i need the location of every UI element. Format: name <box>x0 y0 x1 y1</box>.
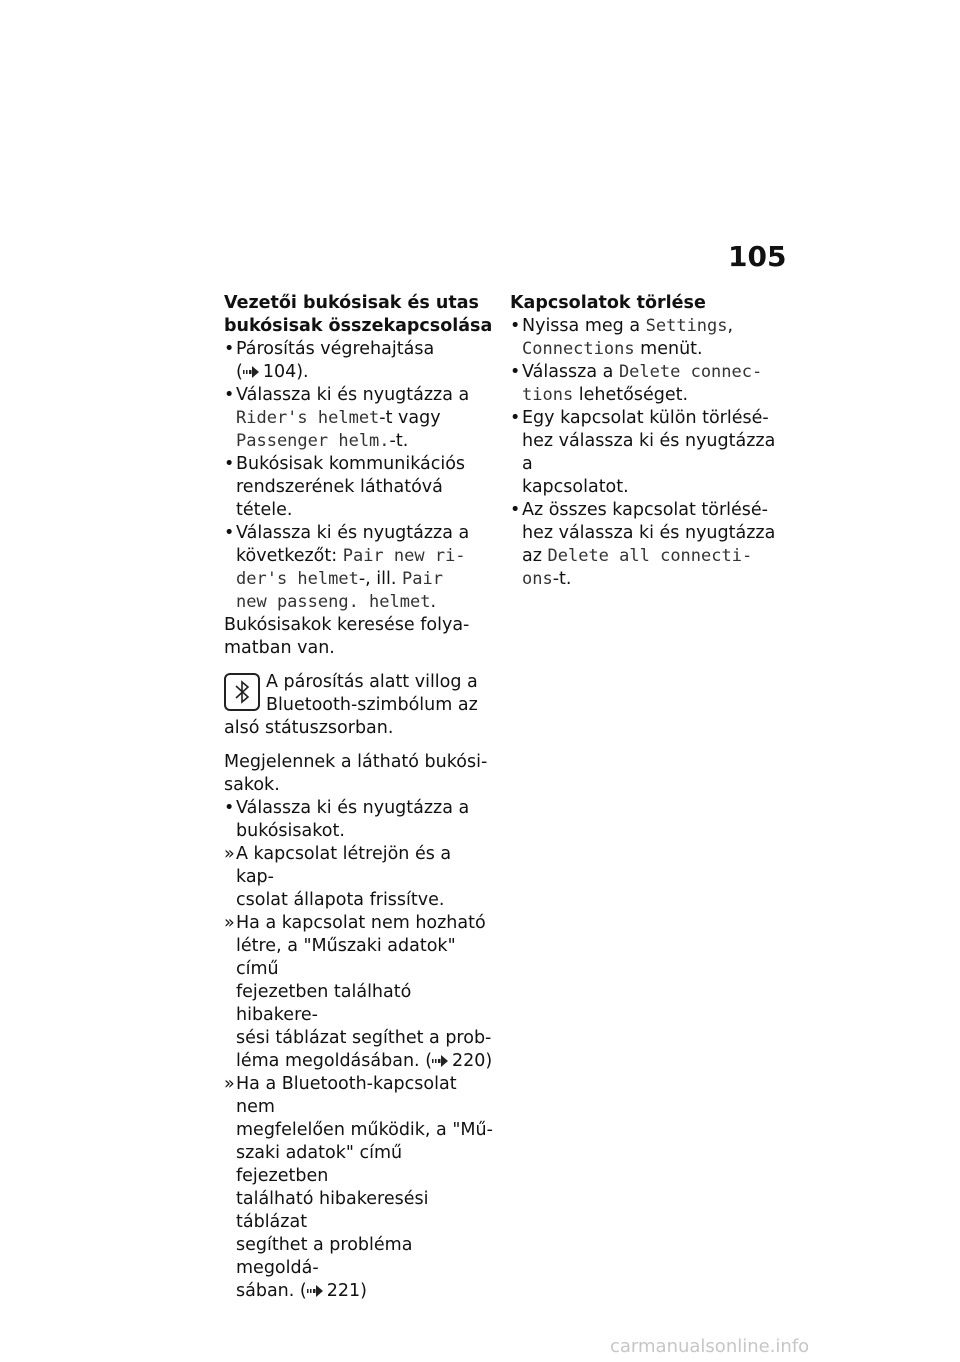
list-item: • Válassza ki és nyugtázza a következőt: Pair new ri- der's helmet-, ill. Pair new passeng. helmet. <box>224 523 470 612</box>
paragraph: Bukósisakok keresése folya- matban van. <box>224 615 470 658</box>
list-item: • Egy kapcsolat külön törlésé- hez válassza ki és nyugtázza a kapcsolatot. <box>510 408 776 497</box>
left-column <box>224 292 494 1303</box>
list-item: • Nyissa meg a Settings, Connections menüt. <box>510 316 734 359</box>
paragraph: Megjelennek a látható bukósi- sakok. <box>224 752 488 795</box>
result-item: » Ha a Bluetooth-kapcsolat nem megfelelően működik, a "Mű- szaki adatok" című fejezetben található hibakeresési táblázat segíthet a probléma megoldá- sában. ( 221) <box>224 1074 493 1301</box>
list-item: • Válassza ki és nyugtázza a Rider's helmet-t vagy Passenger helm.-t. <box>224 385 470 451</box>
list-item: • Párosítás végrehajtása ( 104). <box>224 339 435 382</box>
result-item: » A kapcsolat létrejön és a kap- csolat állapota frissítve. <box>224 844 452 910</box>
list-item: • Az összes kapcsolat törlésé- hez válassza ki és nyugtázza az Delete all connecti- ons-t. <box>510 500 776 589</box>
reference-arrow-icon <box>243 366 259 378</box>
list-item: • Bukósisak kommunikációs rendszerének láthatóvá tétele. <box>224 454 466 520</box>
reference-arrow-icon <box>432 1055 448 1067</box>
section-heading: Kapcsolatok törlése <box>510 293 706 313</box>
bluetooth-icon <box>224 673 260 711</box>
list-item: • Válassza ki és nyugtázza a bukósisakot. <box>224 798 470 841</box>
result-item: » Ha a kapcsolat nem hozható létre, a "Műszaki adatok" című fejezetben található hibakere- sési táblázat segíthet a prob- léma megoldásában. ( 220) <box>224 913 493 1071</box>
section-heading: Vezetői bukósisak és utas bukósisak összekapcsolása <box>224 293 493 336</box>
page-number: 105 <box>728 240 787 273</box>
watermark: carmanualsonline.info <box>610 1336 810 1357</box>
bluetooth-note: A párosítás alatt villog a Bluetooth-szimbólum az alsó státuszsorban. <box>224 672 478 738</box>
list-item: • Válassza a Delete connec- tions lehetőséget. <box>510 362 763 405</box>
reference-arrow-icon <box>307 1285 323 1297</box>
right-column <box>510 292 780 591</box>
